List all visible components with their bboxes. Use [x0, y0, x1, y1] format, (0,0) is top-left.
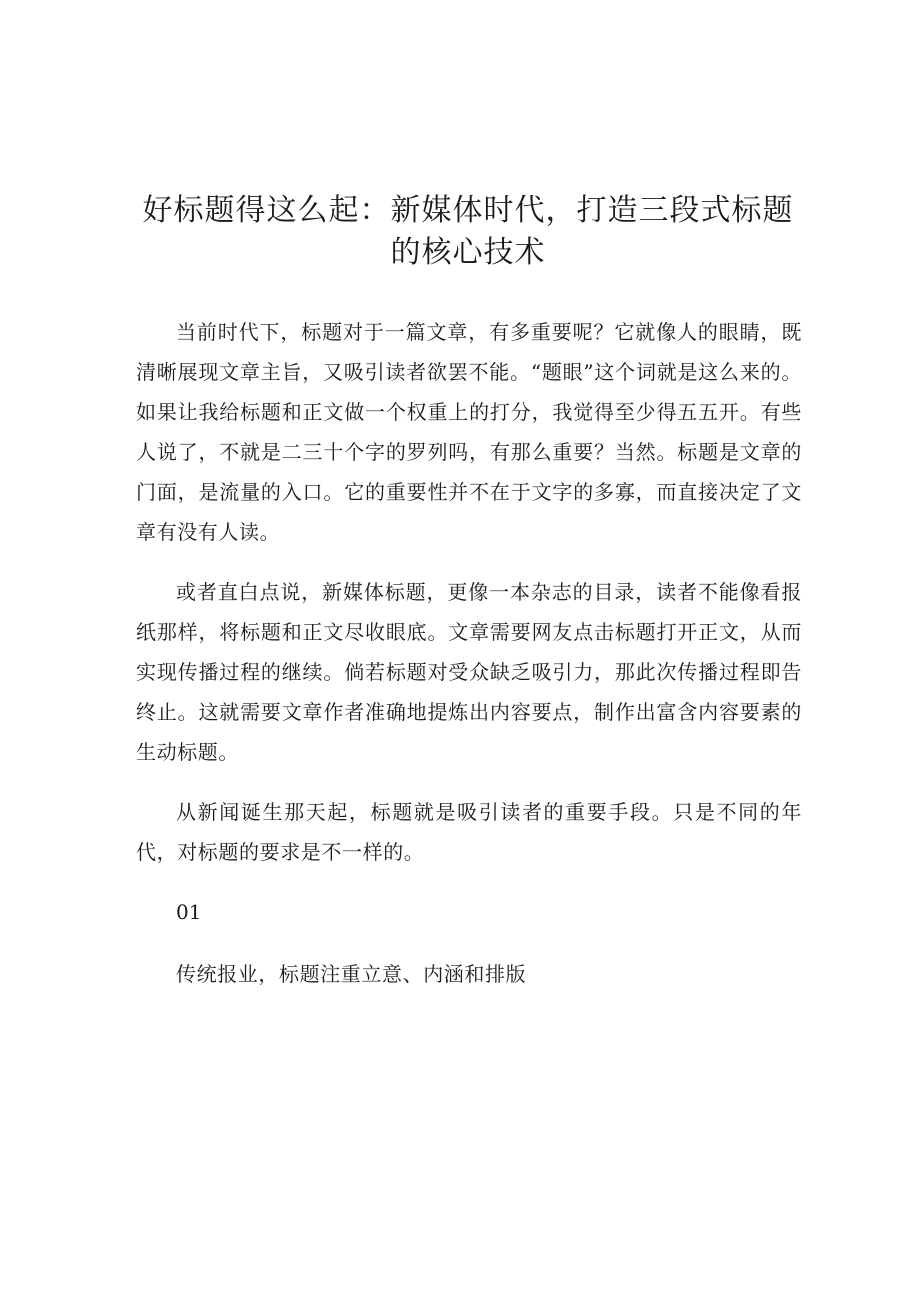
section-number: 01: [176, 900, 202, 924]
article-title: 好标题得这么起：新媒体时代，打造三段式标题的核心技术: [142, 193, 794, 270]
paragraph: 或者直白点说，新媒体标题，更像一本杂志的目录，读者不能像看报纸那样，将标题和正文尽收眼底。文章需要网友点击标题打开正文，从而实现传播过程的继续。倘若标题对受众缺乏吸引力，那此次传播过程即告终止。这就需要文章作者准确地提炼出内容要点，制作出富含内容要素的生动标题。: [136, 580, 802, 764]
paragraph: 从新闻诞生那天起，标题就是吸引读者的重要手段。只是不同的年代，对标题的要求是不一样的。: [136, 800, 802, 864]
article-body: [136, 312, 802, 994]
section-heading: 传统报业，标题注重立意、内涵和排版: [176, 962, 527, 986]
paragraph: 当前时代下，标题对于一篇文章，有多重要呢？它就像人的眼睛，既清晰展现文章主旨，又吸引读者欲罢不能。“题眼”这个词就是这么来的。如果让我给标题和正文做一个权重上的打分，我觉得至少得五五开。有些人说了，不就是二三十个字的罗列吗，有那么重要？当然。标题是文章的门面，是流量的入口。它的重要性并不在于文字的多寡，而直接决定了文章有没有人读。: [136, 320, 802, 544]
